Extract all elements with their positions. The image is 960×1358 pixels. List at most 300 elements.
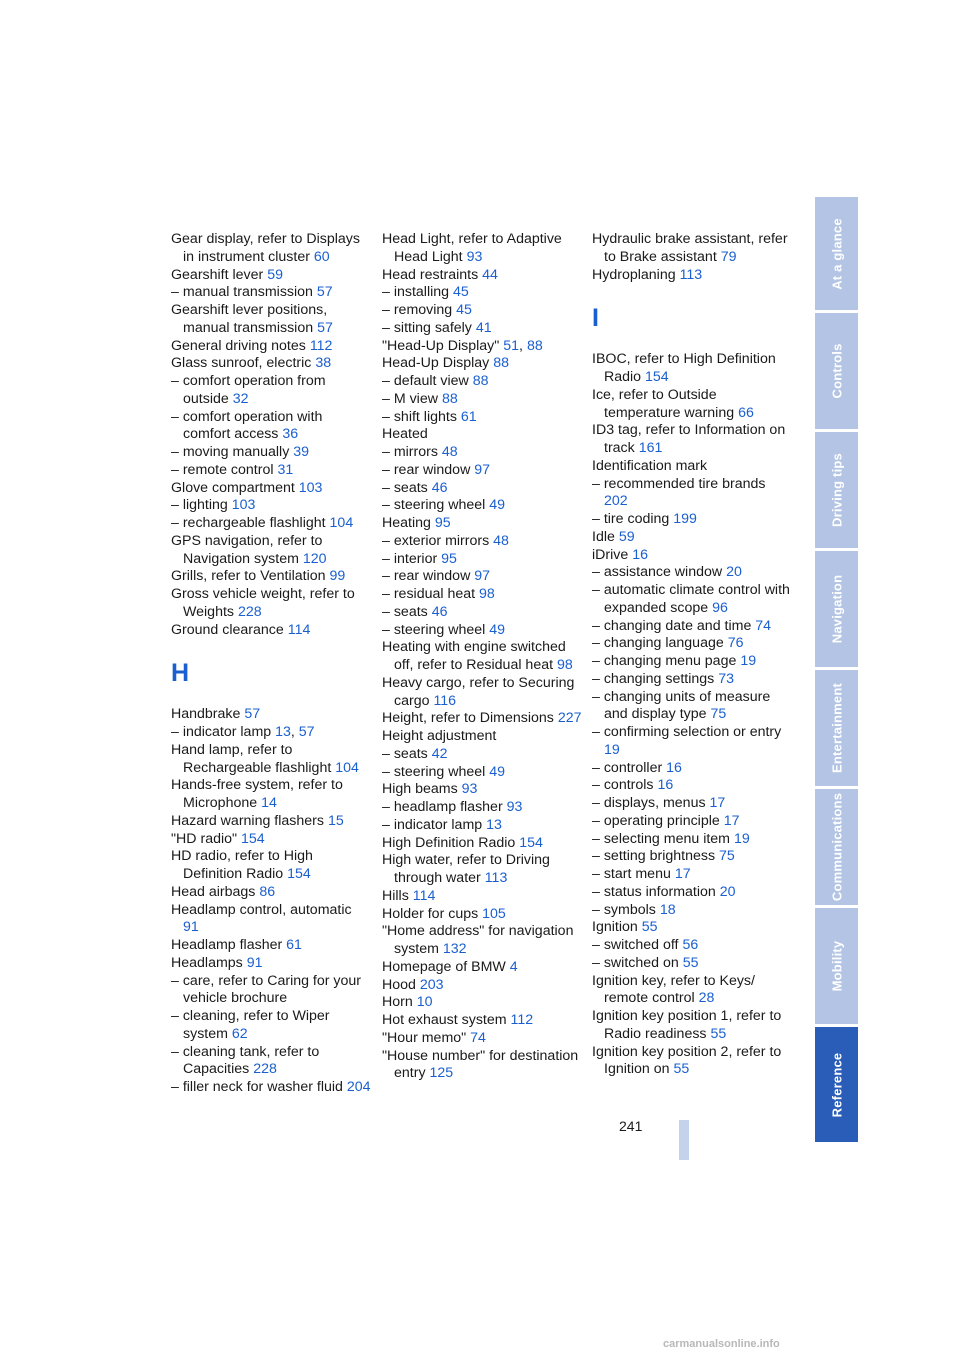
index-term: – M view (382, 390, 438, 407)
index-column-1 (171, 231, 371, 1097)
page-link[interactable]: 88 (441, 390, 458, 407)
page-link[interactable]: 91 (183, 919, 199, 936)
index-term: – interior (382, 550, 438, 567)
page-link[interactable]: 93 (466, 248, 483, 265)
index-term: IBOC, refer to High Definition Radio (592, 351, 776, 385)
index-term: Hazard warning flashers (171, 812, 324, 829)
page-link[interactable]: 57 (298, 724, 315, 740)
page-link[interactable]: 96 (712, 599, 728, 616)
index-entry (382, 267, 582, 285)
page-link[interactable]: 45 (456, 302, 472, 318)
sidebar-tab-at-a-glance[interactable] (815, 197, 858, 310)
index-term: Height adjustment (382, 728, 497, 744)
sidebar-tab-entertainment[interactable] (815, 670, 858, 786)
sidebar-tab-reference[interactable] (815, 1027, 858, 1142)
index-entry (382, 639, 582, 675)
index-entry (382, 764, 582, 782)
index-entry (592, 635, 792, 653)
page-link[interactable]: 57 (317, 319, 333, 336)
sidebar-tab-mobility[interactable] (815, 908, 858, 1024)
index-term: High water, refer to Driving through water (382, 852, 550, 886)
index-entry (382, 675, 582, 711)
index-term: – seats (382, 603, 428, 620)
index-term: – changing date and time (592, 617, 752, 634)
page-link[interactable]: 42 (431, 745, 448, 762)
sidebar-tab-label: Controls (829, 343, 844, 399)
index-term: General driving notes (171, 337, 306, 354)
page-link[interactable]: 66 (738, 404, 754, 421)
index-entry (592, 653, 792, 671)
page-link[interactable]: 19 (740, 653, 757, 669)
index-entry (592, 476, 792, 512)
page-link[interactable]: 154 (241, 830, 265, 847)
page-link[interactable]: 17 (723, 812, 740, 829)
page-link[interactable]: 20 (719, 883, 736, 900)
page-link[interactable]: 228 (253, 1061, 277, 1078)
sidebar-tab-navigation[interactable] (815, 551, 858, 667)
index-entry (592, 777, 792, 795)
index-entry (382, 409, 582, 427)
page-link[interactable]: 86 (259, 883, 276, 900)
index-entry (382, 373, 582, 391)
index-term: Glove compartment (171, 479, 295, 496)
page-link[interactable]: 114 (412, 887, 436, 904)
index-entry (382, 355, 582, 373)
index-term: – steering wheel (382, 763, 486, 780)
index-entry (382, 994, 582, 1012)
index-letter-heading: H (171, 659, 190, 688)
index-term: Ground clearance (171, 621, 284, 638)
index-term: GPS navigation, refer to Navigation system (171, 532, 323, 567)
index-entry (171, 515, 371, 533)
index-entry (592, 458, 792, 476)
index-entry (382, 480, 582, 498)
index-entry (592, 919, 792, 937)
sidebar-tab-communications[interactable] (815, 789, 858, 905)
sidebar-tab-label: Entertainment (829, 682, 844, 774)
page-link[interactable]: 154 (645, 369, 669, 385)
page-link[interactable]: 199 (673, 511, 697, 527)
index-term: – indicator lamp (382, 816, 483, 833)
page-link[interactable]: 88 (526, 337, 543, 354)
page-link[interactable]: 19 (733, 830, 750, 847)
index-entry (171, 848, 371, 884)
page-link[interactable]: 60 (313, 248, 330, 265)
index-entry: "Head-Up Display" 51, 88 (382, 337, 543, 354)
index-term: – filler neck for washer fluid (171, 1079, 343, 1095)
page-link[interactable]: 203 (419, 976, 444, 993)
index-entry (171, 777, 371, 813)
index-term: – shift lights (382, 408, 457, 425)
index-term: – recommended tire brands (592, 475, 766, 492)
index-entry (171, 884, 371, 902)
index-entry (171, 622, 371, 640)
page-link[interactable]: 161 (638, 440, 663, 456)
index-term: Ignition key, refer to Keys/ remote control (592, 972, 755, 1007)
index-entry (592, 351, 792, 387)
index-entry (171, 444, 371, 462)
page-link[interactable]: 49 (489, 497, 506, 514)
page-link[interactable]: 32 (232, 390, 249, 407)
index-entry (382, 959, 582, 977)
index-entry (171, 462, 371, 480)
page-link[interactable]: 46 (431, 603, 448, 620)
page-link[interactable]: 114 (287, 621, 311, 638)
index-term: Head restraints (382, 266, 479, 283)
page-link[interactable]: 41 (475, 319, 492, 336)
index-entry (592, 902, 792, 920)
index-entry: – indicator lamp 13, 57 (171, 724, 315, 740)
page-link[interactable]: 16 (666, 759, 682, 776)
index-entry (171, 231, 371, 267)
page-link[interactable]: 57 (244, 706, 261, 723)
index-term: "HD radio" (171, 830, 238, 847)
page-link[interactable]: 103 (231, 497, 256, 514)
page-link[interactable]: 95 (441, 550, 457, 567)
index-term: Gearshift lever (171, 266, 264, 283)
index-entry (382, 977, 582, 995)
index-term: – controller (592, 759, 663, 776)
index-term: – care, refer to Caring for your vehicle brochure (171, 972, 362, 1007)
index-term: Headlamp control, automatic (171, 901, 352, 918)
page-link[interactable]: 51 (503, 337, 520, 354)
index-term: – changing units of measure and display type (592, 688, 771, 723)
page-link[interactable]: 88 (472, 373, 489, 389)
page-link[interactable]: 39 (293, 444, 310, 460)
footer-watermark: carmanualsonline.info (663, 1338, 780, 1350)
index-entry (382, 817, 582, 835)
index-term: – cleaning, refer to Wiper system (171, 1008, 330, 1042)
index-entry (592, 813, 792, 831)
page-link[interactable]: 95 (434, 515, 451, 531)
index-term: – comfort operation with comfort access (171, 408, 323, 443)
index-term: – changing settings (592, 670, 715, 687)
index-entry (171, 568, 371, 586)
index-entry (382, 852, 582, 888)
page-link[interactable]: 98 (557, 657, 573, 673)
page-link[interactable]: 98 (479, 586, 495, 602)
index-term: – rechargeable flashlight (171, 515, 326, 531)
index-entry (382, 835, 582, 853)
page-link[interactable]: 93 (506, 799, 523, 815)
page-link[interactable]: 55 (710, 1025, 727, 1042)
page-link[interactable]: 97 (474, 461, 491, 478)
index-entry (592, 231, 792, 267)
sidebar-tab-label: Driving tips (829, 453, 844, 527)
index-entry (171, 742, 371, 778)
page-link[interactable]: 125 (429, 1065, 454, 1082)
index-entry (171, 1008, 371, 1044)
page-link[interactable]: 61 (460, 408, 477, 425)
index-entry (382, 586, 582, 604)
sidebar-tab-label: Mobility (829, 940, 844, 992)
page-link[interactable]: 202 (604, 493, 628, 510)
index-entry (382, 746, 582, 764)
index-term: Ice, refer to Outside temperature warning (592, 386, 735, 421)
index-entry (592, 387, 792, 423)
page-link[interactable]: 20 (726, 564, 742, 581)
index-entry (382, 391, 582, 409)
index-entry (382, 781, 582, 799)
index-term: "Head-Up Display" (382, 337, 500, 354)
page-number-bar (679, 1120, 689, 1160)
index-term: – displays, menus (592, 795, 706, 811)
page-link[interactable]: 79 (720, 248, 737, 265)
index-entry (382, 906, 582, 924)
index-term: – status information (592, 883, 716, 900)
index-term: – seats (382, 745, 428, 762)
page-link[interactable]: 204 (346, 1079, 371, 1095)
index-entry (592, 671, 792, 689)
index-entry (592, 618, 792, 636)
index-term: – comfort operation from outside (171, 373, 326, 407)
index-term: – exterior mirrors (382, 532, 490, 549)
index-term: – setting brightness (592, 848, 716, 865)
page-link[interactable]: 99 (329, 568, 346, 585)
page-link[interactable]: 62 (231, 1025, 248, 1042)
index-term: – headlamp flasher (382, 799, 503, 815)
index-entry (171, 1079, 371, 1097)
page-link[interactable]: 59 (618, 528, 635, 545)
page-link[interactable]: 48 (441, 444, 458, 460)
index-term: Heating with engine switched off, refer to Residual heat (382, 639, 566, 673)
index-entry (592, 973, 792, 1009)
index-column-2 (382, 231, 582, 1083)
index-entry (592, 1044, 792, 1080)
index-term: – operating principle (592, 812, 720, 829)
index-entry (382, 568, 582, 586)
page-link[interactable]: 36 (282, 426, 299, 443)
sidebar-tab-label: Navigation (829, 574, 844, 644)
index-term: Heated (382, 426, 428, 443)
index-entry (171, 902, 371, 938)
index-entry (382, 515, 582, 533)
index-term: – moving manually (171, 444, 290, 460)
page-link[interactable]: 17 (709, 795, 726, 811)
page-link[interactable]: 28 (698, 990, 715, 1007)
page-link[interactable]: 75 (719, 848, 735, 865)
index-entry (592, 760, 792, 778)
page-link[interactable]: 56 (682, 937, 699, 953)
page-link[interactable]: 46 (431, 479, 448, 496)
index-entry (382, 710, 582, 728)
index-term: Heating (382, 515, 431, 531)
page-link[interactable]: 14 (261, 795, 277, 811)
page-link[interactable]: 154 (519, 834, 543, 851)
index-term: "Hour memo" (382, 1029, 467, 1046)
index-column-3 (592, 231, 792, 1079)
index-entry (382, 923, 582, 959)
page-link[interactable]: 55 (682, 954, 699, 971)
page-link[interactable]: 116 (433, 692, 457, 709)
index-entry (382, 444, 582, 462)
page-link[interactable]: 16 (657, 777, 674, 794)
index-entry (171, 302, 371, 338)
page-link[interactable]: 74 (755, 617, 772, 634)
page-link[interactable]: 49 (489, 763, 506, 780)
index-entry (171, 480, 371, 498)
index-entry (171, 409, 371, 445)
index-entry (171, 373, 371, 409)
page-link[interactable]: 113 (679, 266, 703, 283)
index-term: – lighting (171, 497, 228, 514)
page-link[interactable]: 132 (442, 941, 467, 957)
index-term: Ignition key position 1, refer to Radio readiness (592, 1008, 782, 1042)
index-entry (171, 284, 371, 302)
index-entry (592, 529, 792, 547)
page-link[interactable]: 55 (641, 919, 658, 936)
index-term: "House number" for destination entry (382, 1047, 579, 1082)
index-entry (592, 547, 792, 565)
page-link[interactable]: 93 (461, 781, 478, 798)
page-link[interactable]: 17 (674, 866, 691, 882)
index-term: Idle (592, 528, 615, 545)
index-term: – selecting menu item (592, 830, 731, 847)
index-term: Hot exhaust system (382, 1012, 507, 1028)
page-link[interactable]: 59 (267, 266, 283, 283)
index-entry (592, 831, 792, 849)
page-link[interactable]: 104 (329, 515, 354, 531)
page-link[interactable]: 13 (486, 816, 502, 833)
index-term: – indicator lamp (171, 724, 272, 740)
index-term: Handbrake (171, 706, 241, 723)
sidebar-tab-driving-tips[interactable] (815, 432, 858, 548)
page-link[interactable]: 4 (509, 958, 518, 975)
page-link[interactable]: 49 (489, 621, 506, 638)
index-entry (171, 267, 371, 285)
index-term: ID3 tag, refer to Information on track (592, 422, 786, 456)
page-link[interactable]: 55 (673, 1061, 690, 1078)
index-entry (171, 1044, 371, 1080)
page-link[interactable]: 57 (316, 284, 333, 301)
index-term: Head-Up Display (382, 355, 490, 372)
index-term: – start menu (592, 866, 671, 882)
page-link[interactable]: 48 (493, 532, 509, 549)
index-term: Gross vehicle weight, refer to Weights (171, 586, 355, 620)
index-entry (382, 302, 582, 320)
page-link[interactable]: 91 (246, 954, 263, 971)
index-term: – removing (382, 302, 453, 318)
index-entry (382, 426, 582, 444)
page-link[interactable]: 73 (718, 670, 734, 687)
page-link[interactable]: 74 (470, 1029, 486, 1046)
page-link[interactable]: 10 (416, 994, 433, 1011)
index-term: Hydraulic brake assistant, refer to Brake assistant (592, 231, 788, 265)
page-link[interactable]: 13 (275, 724, 291, 740)
index-term: Horn (382, 994, 413, 1011)
page-link[interactable]: 228 (237, 603, 262, 620)
index-term: Grills, refer to Ventilation (171, 568, 326, 585)
page-link[interactable]: 154 (287, 866, 311, 882)
sidebar-tab-label: At a glance (829, 217, 844, 290)
index-entry (592, 511, 792, 529)
page-link[interactable]: 38 (315, 355, 332, 372)
index-term: – confirming selection or entry (592, 724, 782, 740)
index-term: – seats (382, 479, 428, 496)
index-term: Head Light, refer to Adaptive Head Light (382, 231, 562, 265)
index-entry (382, 320, 582, 338)
page-link[interactable]: 120 (302, 550, 327, 567)
index-entry (171, 955, 371, 973)
index-entry (382, 728, 582, 746)
index-term: – automatic climate control with expanded scope (592, 582, 790, 616)
page-link[interactable]: 45 (453, 284, 469, 301)
index-term: – changing menu page (592, 653, 737, 669)
page-link[interactable]: 227 (557, 710, 582, 727)
index-entry (171, 355, 371, 373)
index-term: – installing (382, 284, 450, 301)
index-entry (592, 937, 792, 955)
page-link[interactable]: 88 (493, 355, 509, 372)
page-link[interactable]: 61 (286, 937, 302, 953)
index-entry (382, 551, 582, 569)
page-link[interactable]: 103 (298, 479, 323, 496)
page-link[interactable]: 112 (309, 337, 333, 354)
index-entry (382, 462, 582, 480)
page-link[interactable]: 15 (327, 812, 344, 829)
page-link[interactable]: 18 (659, 901, 676, 918)
index-term: Heavy cargo, refer to Securing cargo (382, 674, 575, 709)
index-entry (382, 533, 582, 551)
sidebar-tab-controls[interactable] (815, 313, 858, 429)
index-term: – steering wheel (382, 497, 486, 514)
index-entry (171, 533, 371, 569)
index-entry (592, 848, 792, 866)
index-entry (382, 888, 582, 906)
index-entry (592, 795, 792, 813)
page-link[interactable]: 31 (277, 461, 294, 478)
index-entry (592, 267, 792, 285)
index-entry (171, 497, 371, 515)
index-entry (171, 586, 371, 622)
index-letter-heading: I (592, 304, 599, 333)
index-term: – steering wheel (382, 621, 486, 638)
index-term: Head airbags (171, 883, 256, 900)
page-link[interactable]: 105 (482, 905, 506, 922)
page-link[interactable]: 44 (482, 266, 498, 283)
page-link[interactable]: 76 (727, 635, 744, 652)
index-term: Hood (382, 976, 416, 993)
page-link[interactable]: 112 (510, 1012, 534, 1028)
index-term: – mirrors (382, 444, 438, 460)
index-term: Gearshift lever positions, manual transmission (171, 302, 328, 336)
page-link[interactable]: 97 (474, 568, 491, 585)
page-link[interactable]: 16 (632, 546, 648, 563)
index-entry (592, 1008, 792, 1044)
index-term: – residual heat (382, 586, 476, 602)
page-link[interactable]: 19 (604, 741, 620, 758)
index-term: – switched off (592, 937, 679, 953)
index-term: – changing language (592, 635, 724, 652)
index-entry (592, 955, 792, 973)
page-link[interactable]: 113 (484, 870, 508, 886)
index-term: – cleaning tank, refer to Capacities (171, 1043, 320, 1078)
index-term: – sitting safely (382, 319, 472, 336)
index-entry (382, 622, 582, 640)
page-link[interactable]: 75 (710, 706, 727, 723)
index-term: – manual transmission (171, 284, 313, 301)
index-term: Holder for cups (382, 905, 479, 922)
index-term: – tire coding (592, 511, 670, 527)
index-entry (171, 973, 371, 1009)
index-term: High Definition Radio (382, 834, 516, 851)
index-term: Hands-free system, refer to Microphone (171, 777, 343, 811)
index-entry (592, 884, 792, 902)
index-entry (592, 422, 792, 458)
page-link[interactable]: 104 (335, 759, 359, 776)
index-entry (171, 831, 371, 849)
index-entry (592, 866, 792, 884)
